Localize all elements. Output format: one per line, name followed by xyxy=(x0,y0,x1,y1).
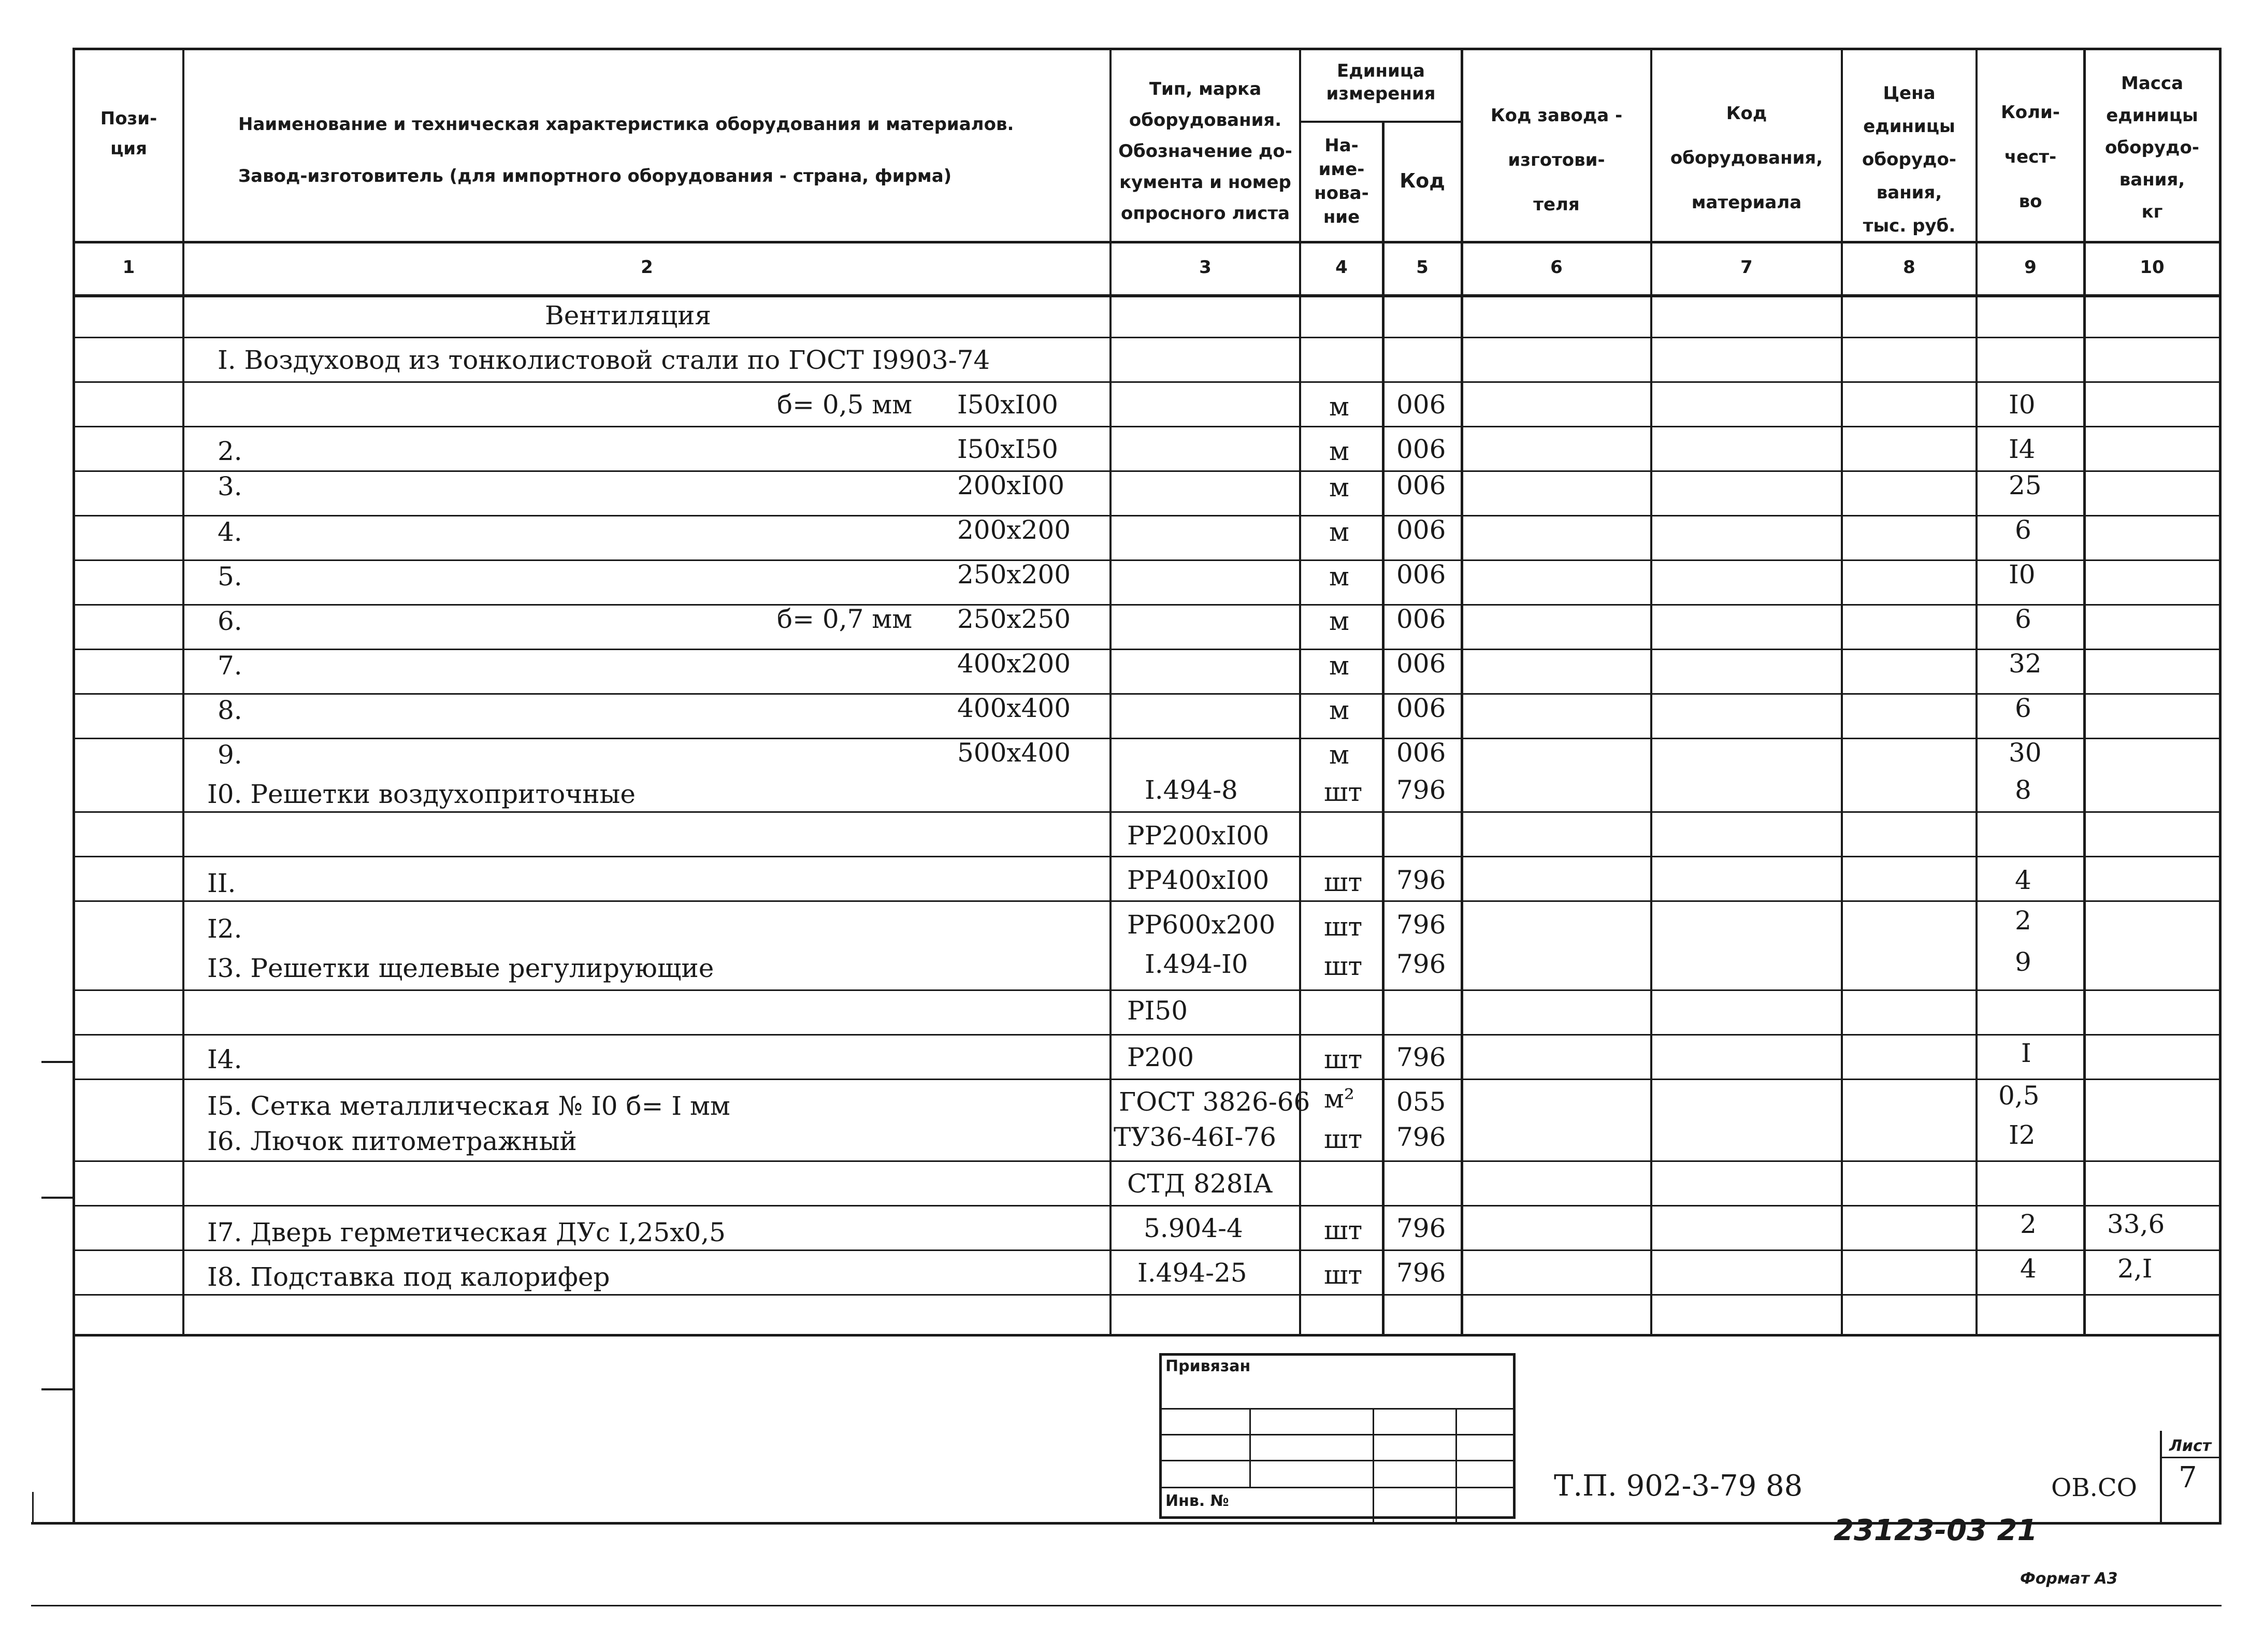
table-bottom-line xyxy=(73,1334,2222,1337)
binding-tick xyxy=(41,1061,73,1063)
page-footer-line xyxy=(31,1605,2222,1606)
item-name: II. xyxy=(207,868,236,898)
item-qty: I0 xyxy=(2009,559,2036,590)
row-separator xyxy=(73,856,2222,857)
stamp-line xyxy=(1159,1434,1516,1435)
sheet-label-line xyxy=(2160,1457,2222,1458)
header-col1: Пози- ция xyxy=(100,108,157,159)
row-separator xyxy=(73,900,2222,902)
item-qty: I2 xyxy=(2009,1120,2036,1150)
header-col4: На- име- нова- ние xyxy=(1314,135,1369,227)
item-unit: м xyxy=(1329,562,1349,592)
binding-tick xyxy=(41,1197,73,1199)
item-unit: м xyxy=(1329,392,1349,422)
item-code: 006 xyxy=(1396,649,1446,679)
item-qty: 25 xyxy=(2009,470,2042,500)
row-separator xyxy=(73,1249,2222,1251)
item-qty: 0,5 xyxy=(1998,1081,2040,1111)
item-size: 250x200 xyxy=(957,559,1071,590)
item-mass: 33,6 xyxy=(2107,1209,2165,1239)
item-name: I. Воздуховод из тонколистовой стали по ГОСТ I9903-74 xyxy=(218,345,990,375)
item-code: 796 xyxy=(1396,1122,1446,1152)
item-unit: м xyxy=(1329,740,1349,770)
section-title: Вентиляция xyxy=(545,300,711,331)
item-unit: м² xyxy=(1324,1084,1354,1114)
item-name: I3. Решетки щелевые регулирующие xyxy=(207,953,714,983)
item-doc: I.494-8 xyxy=(1145,775,1238,805)
item-code: 006 xyxy=(1396,390,1446,420)
item-code: 006 xyxy=(1396,738,1446,768)
item-size: 250x250 xyxy=(957,604,1071,634)
item-code: 796 xyxy=(1396,1213,1446,1243)
inv-no-label: Инв. № xyxy=(1165,1492,1229,1510)
stamp-line xyxy=(1249,1408,1251,1487)
item-name: 6. xyxy=(218,606,242,636)
item-name: 7. xyxy=(218,651,242,681)
item-unit: м xyxy=(1329,606,1349,636)
frame-top-border xyxy=(73,48,2222,50)
row-separator xyxy=(73,604,2222,606)
header-unit-group: Единица измерения xyxy=(1326,61,1436,104)
item-unit: м xyxy=(1329,651,1349,681)
item-qty: I0 xyxy=(2009,390,2036,420)
item-unit: шт xyxy=(1324,951,1363,981)
row-separator xyxy=(73,426,2222,427)
colnum-8: 8 xyxy=(1903,257,1915,278)
row-separator xyxy=(73,1294,2222,1296)
item-size: 400x200 xyxy=(957,649,1071,679)
archive-number: 23123-03 21 xyxy=(1834,1514,2038,1547)
item-unit: шт xyxy=(1324,777,1363,807)
document-code: Т.П. 902-3-79 88 xyxy=(1554,1469,1803,1503)
thickness-note: б= 0,5 мм xyxy=(777,390,913,420)
section-code: ОВ.СО xyxy=(2051,1473,2137,1502)
item-size: 200x200 xyxy=(957,515,1071,545)
item-code: 006 xyxy=(1396,693,1446,723)
binding-tick xyxy=(41,1388,73,1390)
item-size: 500x400 xyxy=(957,738,1071,768)
colnum-10: 10 xyxy=(2140,257,2165,278)
item-unit: шт xyxy=(1324,867,1363,897)
column-numbers-bottom-line xyxy=(73,294,2222,297)
item-name: 8. xyxy=(218,695,242,725)
item-qty: 4 xyxy=(2015,865,2031,895)
item-qty: 2 xyxy=(2020,1209,2037,1239)
colnum-5: 5 xyxy=(1416,257,1429,278)
item-name: I6. Лючок питометражный xyxy=(207,1126,577,1156)
item-code: 796 xyxy=(1396,1042,1446,1072)
item-mass: 2,I xyxy=(2117,1254,2153,1284)
item-unit: шт xyxy=(1324,1044,1363,1074)
item-size: 400x400 xyxy=(957,693,1071,723)
privyazan-label: Привязан xyxy=(1165,1357,1251,1375)
stamp-line xyxy=(1159,1487,1516,1488)
colnum-9: 9 xyxy=(2024,257,2037,278)
item-unit: шт xyxy=(1324,912,1363,942)
header-col6: Код завода - изготови- теля xyxy=(1490,105,1623,215)
header-col3: Тип, марка оборудования. Обозначение до- кумента и номер опросного листа xyxy=(1118,79,1292,224)
item-code: 006 xyxy=(1396,434,1446,464)
item-qty: 6 xyxy=(2015,604,2031,634)
sheet-number: 7 xyxy=(2179,1461,2197,1495)
header-col5: Код xyxy=(1400,169,1445,192)
item-qty: 6 xyxy=(2015,515,2031,545)
colnum-6: 6 xyxy=(1550,257,1563,278)
item-code: 796 xyxy=(1396,775,1446,805)
item-name: I5. Сетка металлическая № I0 б= I мм xyxy=(207,1091,730,1121)
item-code: 796 xyxy=(1396,865,1446,895)
item-qty: 9 xyxy=(2015,947,2031,977)
sheet-label: Лист xyxy=(2169,1437,2212,1455)
row-separator xyxy=(73,515,2222,516)
item-qty: 8 xyxy=(2015,775,2031,805)
item-size: I50xI00 xyxy=(957,390,1058,420)
item-qty: I4 xyxy=(2009,434,2036,464)
item-name: I7. Дверь герметическая ДУс I,25x0,5 xyxy=(207,1217,726,1247)
item-qty: 32 xyxy=(2009,649,2042,679)
thickness-note: б= 0,7 мм xyxy=(777,604,913,634)
header-col9: Коли- чест- во xyxy=(2001,102,2060,212)
item-size: I50xI50 xyxy=(957,434,1058,464)
row-separator xyxy=(73,811,2222,813)
item-unit: м xyxy=(1329,517,1349,547)
colnum-3: 3 xyxy=(1199,257,1212,278)
item-unit: шт xyxy=(1324,1260,1363,1290)
item-name: 4. xyxy=(218,517,242,547)
item-name: 3. xyxy=(218,471,242,501)
item-doc: I.494-25 xyxy=(1137,1258,1247,1288)
item-name: 2. xyxy=(218,436,242,466)
item-code: 796 xyxy=(1396,949,1446,979)
binding-tick xyxy=(32,1492,34,1523)
row-separator xyxy=(73,337,2222,338)
item-doc: PI50 xyxy=(1127,996,1188,1026)
item-qty: 6 xyxy=(2015,693,2031,723)
item-doc: 5.904-4 xyxy=(1144,1213,1243,1243)
item-name: 5. xyxy=(218,562,242,592)
item-qty: I xyxy=(2021,1038,2031,1068)
header-col10: Масса единицы оборудо- вания, кг xyxy=(2105,73,2199,222)
item-name: I2. xyxy=(207,914,242,944)
item-code: 006 xyxy=(1396,515,1446,545)
item-qty: 2 xyxy=(2015,906,2031,936)
unit-group-divider xyxy=(1299,121,1463,123)
stamp-line xyxy=(1373,1408,1374,1522)
row-separator xyxy=(73,649,2222,650)
colnum-1: 1 xyxy=(122,257,135,278)
colnum-4: 4 xyxy=(1335,257,1348,278)
item-unit: м xyxy=(1329,436,1349,466)
item-qty: 30 xyxy=(2009,738,2042,768)
item-doc: Р200 xyxy=(1127,1042,1194,1072)
item-size: 200xI00 xyxy=(957,470,1065,500)
item-name: I0. Решетки воздухоприточные xyxy=(207,779,636,809)
item-doc: ТУ36-46I-76 xyxy=(1114,1122,1276,1152)
header-col7: Код оборудования, материала xyxy=(1670,103,1823,213)
item-unit: м xyxy=(1329,695,1349,725)
item-doc: СТД 828IА xyxy=(1127,1169,1273,1199)
row-separator xyxy=(73,1034,2222,1036)
item-qty: 4 xyxy=(2020,1254,2037,1284)
item-doc: РР200xI00 xyxy=(1127,821,1270,851)
row-separator xyxy=(73,559,2222,561)
item-doc: ГОСТ 3826-66 xyxy=(1119,1087,1310,1117)
row-separator xyxy=(73,693,2222,695)
row-separator xyxy=(73,738,2222,739)
item-unit: шт xyxy=(1324,1124,1363,1154)
row-separator xyxy=(73,1160,2222,1162)
stamp-line xyxy=(1159,1408,1516,1410)
format-label: Формат А3 xyxy=(2020,1570,2118,1588)
row-separator xyxy=(73,1205,2222,1206)
frame-right-border xyxy=(2219,48,2222,1524)
item-doc: РР600x200 xyxy=(1127,910,1276,940)
row-separator xyxy=(73,989,2222,991)
item-code: 796 xyxy=(1396,1258,1446,1288)
col-divider-4-5 xyxy=(1382,122,1385,1335)
stamp-line xyxy=(1159,1460,1516,1461)
colnum-2: 2 xyxy=(641,257,653,278)
header-col2: Наименование и техническая характеристика оборудования и материалов. Завод-изготовитель (для импортного оборудования - страна, фирма) xyxy=(238,114,1014,186)
item-code: 796 xyxy=(1396,910,1446,940)
item-doc: РР400xI00 xyxy=(1127,865,1270,895)
item-name: I8. Подставка под калорифер xyxy=(207,1262,610,1292)
item-unit: шт xyxy=(1324,1215,1363,1245)
item-code: 055 xyxy=(1396,1087,1446,1117)
row-separator xyxy=(73,381,2222,383)
item-code: 006 xyxy=(1396,604,1446,634)
item-name: I4. xyxy=(207,1044,242,1074)
header-col8: Цена единицы оборудо- вания, тыс. руб. xyxy=(1862,83,1956,236)
row-separator xyxy=(73,1079,2222,1080)
colnum-7: 7 xyxy=(1740,257,1753,278)
item-code: 006 xyxy=(1396,470,1446,500)
item-doc: I.494-I0 xyxy=(1145,949,1248,979)
item-name: 9. xyxy=(218,740,242,770)
stamp-line xyxy=(1455,1408,1457,1522)
row-separator xyxy=(73,470,2222,472)
item-unit: м xyxy=(1329,472,1349,502)
item-code: 006 xyxy=(1396,559,1446,590)
